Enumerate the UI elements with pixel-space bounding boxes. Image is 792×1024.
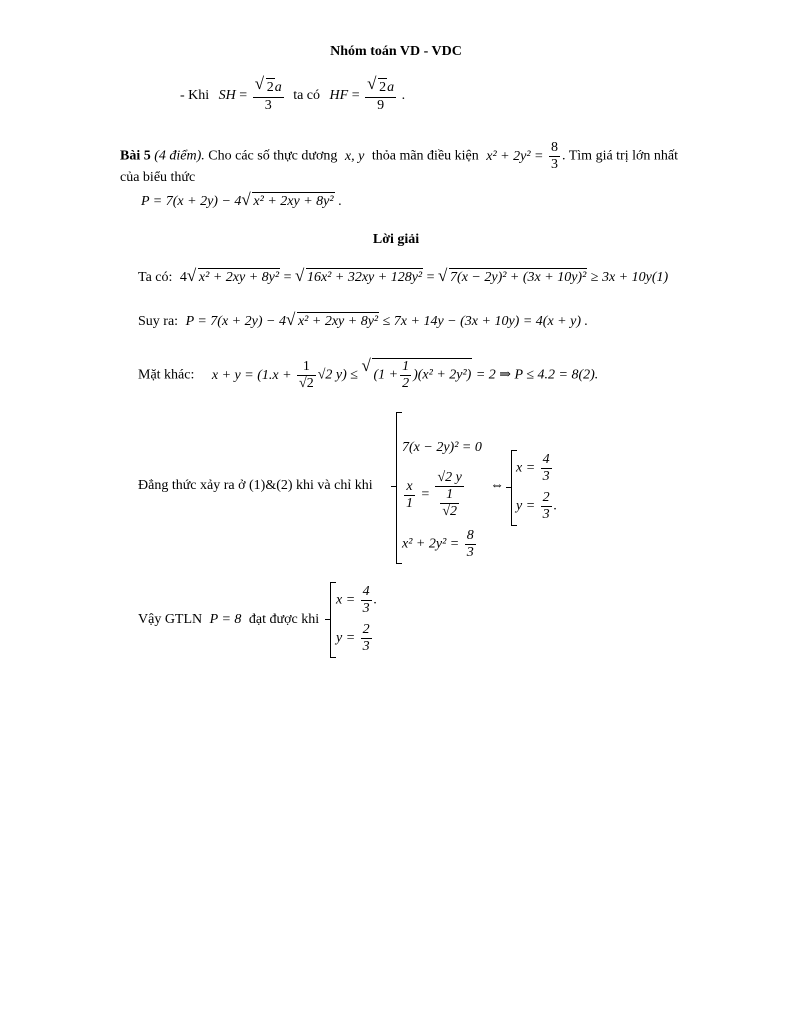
- fraction-hf: √ $\frac{2a}{9}$: [365, 78, 396, 114]
- sqrt: √ x² + 2xy + 8y²: [241, 192, 334, 211]
- system-brace-1-tip: [391, 486, 396, 487]
- problem-vars: x, y: [344, 148, 365, 164]
- problem-expression: P = 7(x + 2y) − 4√ x² + 2xy + 8y² .: [141, 192, 342, 211]
- system-brace-2-tip: [506, 487, 511, 488]
- hf-symbol: HF: [329, 88, 349, 104]
- page-header: Nhóm toán VD - VDC: [330, 44, 462, 59]
- system-1-row-1: 7(x − 2y)² = 0: [402, 440, 482, 455]
- problem-points: (4 điểm).: [154, 148, 205, 164]
- system-2-row-y: y = $\frac{2}{3}$ .: [516, 490, 558, 522]
- problem-label: Bài 5: [120, 148, 151, 164]
- khi-prefix: - Khi: [180, 88, 210, 104]
- sqrt: √ 2: [255, 78, 275, 97]
- solution-line-5-label: Vậy GTLN P = 8 đạt được khi: [138, 612, 320, 627]
- condition-lhs: x² + 2y² =: [486, 148, 544, 164]
- system-2-row-x: x = $\frac{4}{3}$: [516, 452, 550, 484]
- conclusion-row-x: x = $\frac{4}{3}$ .: [336, 584, 378, 616]
- problem-line-2: của biểu thức: [120, 170, 196, 185]
- system-1-row-2: $\frac{x}{1}$ = $\frac{√2 y}{\frac{1}{√2}}$: [406, 470, 462, 519]
- fraction-sh: √ $\frac{2a}{3}$: [253, 78, 284, 114]
- solution-line-3: Mặt khác: x + y = (1.x + $\frac{1}{√2}$ √2 y) ≤ √ (1 + $\frac{1}{2}$ )(x² + 2y²) = 2 ⇒ P ≤ 4.2 = 8(2).: [138, 358, 598, 392]
- system-1-row-3: x² + 2y² = $\frac{8}{3}$: [402, 528, 474, 560]
- solution-line-1: Ta có: 4√ x² + 2xy + 8y² = √ 16x² + 32xy + 128y² = √ 7(x − 2y)² + (3x + 10y)² ≥ 3x + 10y(1): [138, 268, 668, 287]
- sh-symbol: SH: [218, 88, 236, 104]
- eq-sign-2: =: [351, 88, 360, 104]
- conclusion-brace-tip: [325, 619, 330, 620]
- eq-sign: =: [239, 88, 248, 104]
- problem-line-1: Bài 5 (4 điểm). Cho các số thực dương x, y thỏa mãn điều kiện x² + 2y² = $\frac{8}{3}$ . Tìm giá trị lớn nhất: [120, 140, 679, 172]
- solution-heading: Lời giải: [372, 232, 420, 247]
- solution-line-2: Suy ra: P = 7(x + 2y) − 4√ x² + 2xy + 8y² ≤ 7x + 14y − (3x + 10y) = 4(x + y) .: [138, 312, 588, 331]
- condition-fraction: $\frac{8}{3}$: [550, 140, 558, 172]
- iff-arrow: ⇔: [490, 478, 504, 493]
- conclusion-row-y: y = $\frac{2}{3}$: [336, 622, 370, 654]
- line-khi: - Khi SH = √ $\frac{2a}{3}$ ta có HF = √ $\frac{2a}{9}$ .: [180, 78, 405, 114]
- solution-line-4-label: Đẳng thức xảy ra ở (1)&(2) khi và chỉ khi: [138, 478, 373, 493]
- middle-text: ta có: [293, 88, 321, 104]
